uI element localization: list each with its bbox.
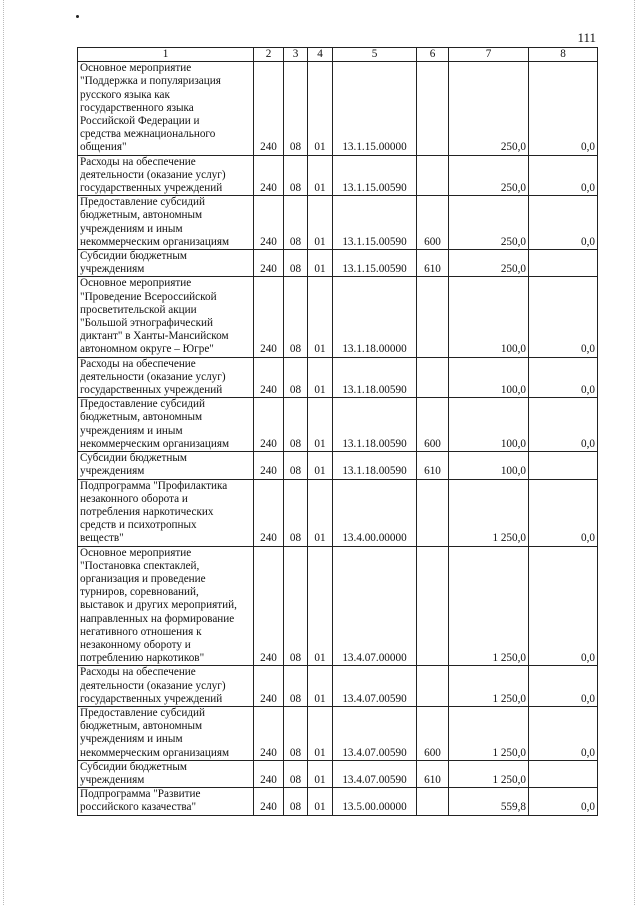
row-name-line: бюджетным, автономным [80,720,203,733]
row-name-line: учреждениям [80,465,145,478]
expense-type-code: 600 [417,706,449,760]
row-name-line: направленных на формирование [80,612,235,625]
target-article-code: 13.4.07.00590 [333,666,417,707]
section-code: 240 [254,155,284,196]
target-article-code: 13.1.15.00000 [333,62,417,155]
row-name-line: незаконного оборота и [80,492,188,505]
division-code: 08 [284,196,308,250]
column-header-1: 1 [78,48,254,62]
row-name-line: некоммерческим организациям [80,437,230,450]
subdivision-code: 01 [308,155,333,196]
division-code: 08 [284,546,308,666]
row-name-line: "Большой этнографический [80,317,214,330]
second-amount-value [529,452,598,479]
section-code: 240 [254,479,284,546]
header-row [78,48,598,62]
section-code: 240 [254,666,284,707]
target-article-code: 13.1.18.00590 [333,357,417,398]
row-name-cell [78,62,254,155]
table-row [78,706,598,760]
table-row [78,760,598,787]
row-name-line: Предоставление субсидий [80,398,206,411]
division-code: 08 [284,479,308,546]
division-code: 08 [284,452,308,479]
scan-edge-left [3,0,5,905]
second-amount-value: 0,0 [529,546,598,666]
scan-edge-right [634,0,636,905]
section-code: 240 [254,788,284,815]
section-code: 240 [254,250,284,277]
division-code: 08 [284,706,308,760]
subdivision-code: 01 [308,196,333,250]
target-article-code: 13.4.07.00590 [333,706,417,760]
table-row [78,155,598,196]
row-name-line: "Проведение Всероссийской [80,290,217,303]
row-name-cell [78,398,254,452]
row-name-line: Субсидии бюджетным [80,250,187,263]
expense-type-code [417,277,449,357]
second-amount-value: 0,0 [529,196,598,250]
target-article-code: 13.4.07.00590 [333,760,417,787]
row-name-line: деятельности (оказание услуг) [80,679,226,692]
row-name-line: государственных учреждений [80,692,223,705]
table-row [78,546,598,666]
subdivision-code: 01 [308,706,333,760]
division-code: 08 [284,788,308,815]
row-name-cell [78,277,254,357]
expense-type-code [417,62,449,155]
table-row [78,250,598,277]
amount-value: 100,0 [449,357,529,398]
row-name-line: бюджетным, автономным [80,209,203,222]
division-code: 08 [284,398,308,452]
row-name-line: негативного отношения к [80,625,202,638]
row-name-cell [78,196,254,250]
amount-value: 250,0 [449,62,529,155]
amount-value: 559,8 [449,788,529,815]
subdivision-code: 01 [308,760,333,787]
row-name-line: организация и проведение [80,572,206,585]
row-name-line: средств и психотропных [80,519,197,532]
division-code: 08 [284,760,308,787]
second-amount-value: 0,0 [529,706,598,760]
table-row [78,452,598,479]
row-name-line: Предоставление субсидий [80,706,206,719]
row-name-cell [78,357,254,398]
row-name-line: некоммерческим организациям [80,746,230,759]
division-code: 08 [284,155,308,196]
row-name-cell [78,155,254,196]
amount-value: 1 250,0 [449,666,529,707]
row-name-cell [78,250,254,277]
amount-value: 1 250,0 [449,706,529,760]
row-name-cell [78,666,254,707]
row-name-line: "Поддержка и популяризация [80,75,221,88]
section-code: 240 [254,452,284,479]
amount-value: 100,0 [449,452,529,479]
scan-dot [76,15,79,18]
target-article-code: 13.1.18.00590 [333,398,417,452]
column-header-2: 2 [254,48,284,62]
row-name-line: деятельности (оказание услуг) [80,168,226,181]
expense-type-code [417,357,449,398]
subdivision-code: 01 [308,452,333,479]
row-name-line: Основное мероприятие [80,277,192,290]
row-name-line: некоммерческим организациям [80,235,230,248]
row-name-line: Подпрограмма "Профилактика [80,479,228,492]
row-name-line: Расходы на обеспечение [80,155,196,168]
row-name-line: государственного языка [80,101,194,114]
second-amount-value: 0,0 [529,666,598,707]
row-name-line: общения" [80,141,127,154]
amount-value: 250,0 [449,250,529,277]
row-name-line: Подпрограмма "Развитие [80,788,201,801]
column-header-3: 3 [284,48,308,62]
section-code: 240 [254,62,284,155]
division-code: 08 [284,277,308,357]
column-header-4: 4 [308,48,333,62]
table-row [78,398,598,452]
target-article-code: 13.1.18.00590 [333,452,417,479]
second-amount-value [529,760,598,787]
section-code: 240 [254,546,284,666]
row-name-line: Основное мероприятие [80,62,192,75]
division-code: 08 [284,357,308,398]
row-name-cell [78,788,254,815]
second-amount-value [529,250,598,277]
section-code: 240 [254,357,284,398]
row-name-line: государственных учреждений [80,384,223,397]
expense-type-code: 610 [417,452,449,479]
second-amount-value: 0,0 [529,788,598,815]
table-row [78,277,598,357]
subdivision-code: 01 [308,277,333,357]
table-row [78,62,598,155]
subdivision-code: 01 [308,479,333,546]
row-name-cell [78,479,254,546]
row-name-cell [78,546,254,666]
row-name-line: выставок и других мероприятий, [80,599,237,612]
division-code: 08 [284,250,308,277]
target-article-code: 13.1.18.00000 [333,277,417,357]
row-name-line: веществ" [80,532,124,545]
row-name-line: российского казачества" [80,801,197,814]
subdivision-code: 01 [308,250,333,277]
expense-type-code: 600 [417,398,449,452]
row-name-cell [78,760,254,787]
table-row [78,666,598,707]
budget-table [77,47,598,816]
subdivision-code: 01 [308,357,333,398]
row-name-line: русского языка как [80,88,170,101]
row-name-line: потреблению наркотиков" [80,652,205,665]
subdivision-code: 01 [308,62,333,155]
section-code: 240 [254,398,284,452]
row-name-line: Расходы на обеспечение [80,357,196,370]
amount-value: 250,0 [449,196,529,250]
amount-value: 1 250,0 [449,760,529,787]
row-name-cell [78,452,254,479]
second-amount-value: 0,0 [529,155,598,196]
table-row [78,357,598,398]
row-name-line: деятельности (оказание услуг) [80,370,226,383]
amount-value: 1 250,0 [449,546,529,666]
second-amount-value: 0,0 [529,357,598,398]
row-name-line: учреждениям [80,263,145,276]
target-article-code: 13.1.15.00590 [333,196,417,250]
row-name-line: незаконному обороту и [80,638,191,651]
table-body [78,62,598,815]
target-article-code: 13.4.07.00000 [333,546,417,666]
second-amount-value: 0,0 [529,479,598,546]
division-code: 08 [284,62,308,155]
row-name-line: государственных учреждений [80,182,223,195]
expense-type-code: 610 [417,250,449,277]
row-name-line: "Постановка спектаклей, [80,559,200,572]
second-amount-value: 0,0 [529,277,598,357]
column-header-5: 5 [333,48,417,62]
amount-value: 250,0 [449,155,529,196]
row-name-cell [78,706,254,760]
subdivision-code: 01 [308,788,333,815]
page-number: 111 [577,30,596,45]
target-article-code: 13.1.15.00590 [333,250,417,277]
second-amount-value: 0,0 [529,398,598,452]
table-row [78,479,598,546]
row-name-line: учреждениям и иным [80,733,183,746]
expense-type-code [417,666,449,707]
row-name-line: бюджетным, автономным [80,411,203,424]
section-code: 240 [254,277,284,357]
row-name-line: Основное мероприятие [80,546,192,559]
subdivision-code: 01 [308,398,333,452]
row-name-line: Предоставление субсидий [80,196,206,209]
amount-value: 100,0 [449,277,529,357]
column-header-7: 7 [449,48,529,62]
row-name-line: Российской Федерации и [80,115,200,128]
expense-type-code [417,479,449,546]
section-code: 240 [254,706,284,760]
target-article-code: 13.5.00.00000 [333,788,417,815]
row-name-line: Субсидии бюджетным [80,452,187,465]
target-article-code: 13.4.00.00000 [333,479,417,546]
section-code: 240 [254,760,284,787]
amount-value: 1 250,0 [449,479,529,546]
row-name-line: потребления наркотических [80,505,214,518]
row-name-line: учреждениям [80,773,145,786]
row-name-line: учреждениям и иным [80,222,183,235]
section-code: 240 [254,196,284,250]
expense-type-code [417,546,449,666]
row-name-line: средства межнационального [80,128,216,141]
row-name-line: Субсидии бюджетным [80,760,187,773]
row-name-line: Расходы на обеспечение [80,666,196,679]
row-name-line: диктант" в Ханты-Мансийском [80,330,229,343]
subdivision-code: 01 [308,666,333,707]
column-header-6: 6 [417,48,449,62]
division-code: 08 [284,666,308,707]
table-row [78,196,598,250]
expense-type-code [417,788,449,815]
row-name-line: турниров, соревнований, [80,586,199,599]
row-name-line: автономном округе – Югре" [80,343,214,356]
row-name-line: просветительской акции [80,303,197,316]
column-header-8: 8 [529,48,598,62]
target-article-code: 13.1.15.00590 [333,155,417,196]
row-name-line: учреждениям и иным [80,424,183,437]
expense-type-code [417,155,449,196]
expense-type-code: 610 [417,760,449,787]
table-row [78,788,598,815]
expense-type-code: 600 [417,196,449,250]
subdivision-code: 01 [308,546,333,666]
second-amount-value: 0,0 [529,62,598,155]
amount-value: 100,0 [449,398,529,452]
